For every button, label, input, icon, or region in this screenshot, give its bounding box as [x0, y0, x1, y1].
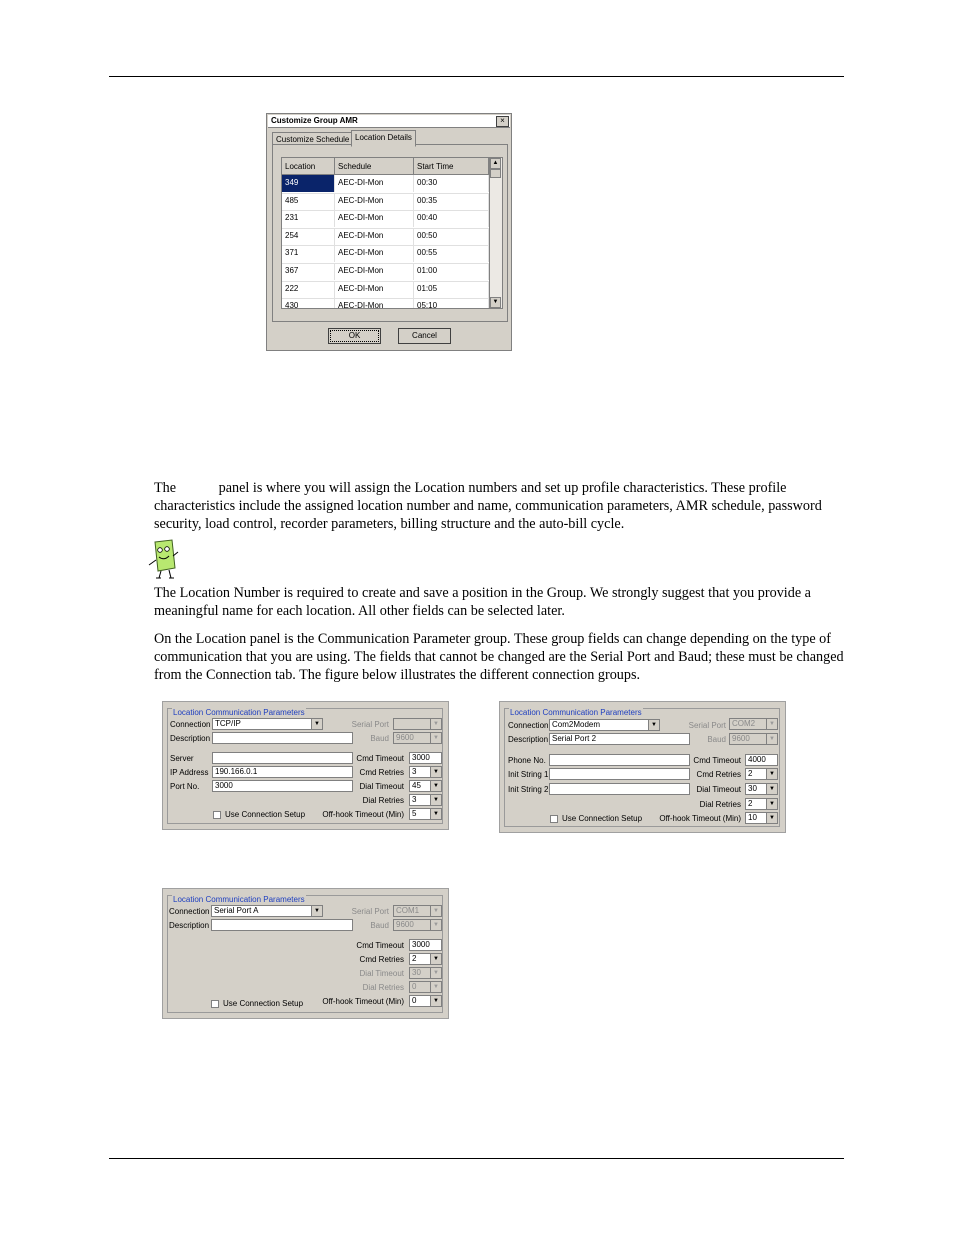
chevron-down-icon[interactable]: ▼	[430, 781, 441, 791]
location-cell: 485	[282, 193, 335, 210]
chevron-down-icon: ▼	[766, 734, 777, 744]
table-row[interactable]	[282, 175, 488, 194]
cmd-timeout-label: Cmd Timeout	[356, 754, 404, 763]
offhook-timeout-value: 5	[412, 809, 417, 818]
scroll-down-icon[interactable]: ▼	[490, 297, 501, 308]
ok-button[interactable]	[328, 328, 381, 344]
dial-timeout-label: Dial Timeout	[359, 969, 404, 978]
description-label: Description	[170, 734, 211, 743]
connection-select[interactable]	[211, 905, 323, 917]
server-field[interactable]	[212, 752, 353, 764]
dial-retries-select[interactable]	[745, 798, 778, 810]
cmd-timeout-field[interactable]: 3000	[409, 752, 442, 764]
scroll-up-icon[interactable]: ▲	[490, 158, 501, 169]
baud-select	[393, 732, 442, 744]
tab-location-details[interactable]: Location Details	[351, 130, 416, 147]
cmd-retries-select[interactable]	[409, 766, 442, 778]
table-row[interactable]	[282, 245, 488, 264]
tcpip-params-panel	[162, 701, 449, 830]
chevron-down-icon[interactable]: ▼	[766, 813, 777, 823]
serial-port-select	[393, 905, 442, 917]
connection-value: Com2Modem	[552, 720, 601, 729]
start-time-cell: 00:55	[414, 245, 489, 262]
cmd-retries-select[interactable]	[409, 953, 442, 965]
table-row[interactable]	[282, 210, 488, 229]
use-connection-setup-checkbox[interactable]	[211, 1000, 219, 1008]
comm-params-paragraph: On the Location panel is the Communication Parameter group. These group fields can change depending on the type of communication that you are using. The fields that cannot be changed are the Serial Port and Baud; these must be changed from the Connection tab. The figure below illustrates the different connection groups.	[154, 631, 844, 683]
description-field[interactable]: Serial Port 2	[549, 733, 690, 745]
dial-retries-label: Dial Retries	[699, 800, 741, 809]
start-time-cell: 00:35	[414, 193, 489, 210]
cmd-retries-value: 3	[412, 767, 417, 776]
header-rule	[109, 76, 844, 77]
use-connection-setup-checkbox[interactable]	[213, 811, 221, 819]
cmd-retries-value: 2	[748, 769, 753, 778]
offhook-timeout-label: Off-hook Timeout (Min)	[322, 810, 404, 819]
description-label: Description	[169, 921, 210, 930]
group-title: Location Communication Parameters	[173, 895, 305, 904]
ip-address-label: IP Address	[170, 768, 209, 777]
intro-paragraph: The panel is where you will assign the Location numbers and set up profile characteristics. These profile characteristics include the assigned location number and name, communication parameters, AMR schedule, password security, load control, recorder parameters, billing structure and the auto-bill cycle.	[154, 480, 826, 532]
dial-retries-label: Dial Retries	[362, 983, 404, 992]
memo-icon	[146, 538, 180, 580]
table-row[interactable]	[282, 281, 488, 300]
baud-value: 9600	[732, 734, 750, 743]
description-field[interactable]	[212, 732, 353, 744]
location-cell: 367	[282, 263, 335, 280]
baud-value: 9600	[396, 733, 414, 742]
description-field[interactable]	[211, 919, 353, 931]
scroll-thumb[interactable]	[490, 169, 501, 178]
location-details-panel	[272, 144, 508, 322]
chevron-down-icon: ▼	[430, 906, 441, 916]
start-time-cell: 00:40	[414, 210, 489, 227]
start-time-cell: 00:50	[414, 228, 489, 245]
cmd-retries-value: 2	[412, 954, 417, 963]
close-icon[interactable]: ×	[496, 116, 509, 127]
location-cell: 349	[282, 175, 335, 192]
baud-select	[729, 733, 778, 745]
column-header-start-time[interactable]: Start Time	[414, 158, 489, 175]
chevron-down-icon[interactable]: ▼	[430, 996, 441, 1006]
chevron-down-icon: ▼	[766, 719, 777, 729]
dialog-titlebar	[268, 115, 510, 128]
cancel-button[interactable]	[398, 328, 451, 344]
offhook-timeout-select[interactable]	[745, 812, 778, 824]
chevron-down-icon: ▼	[430, 920, 441, 930]
init-string-1-field[interactable]	[549, 768, 690, 780]
chevron-down-icon[interactable]: ▼	[430, 795, 441, 805]
offhook-timeout-value: 0	[412, 996, 417, 1005]
offhook-timeout-value: 10	[748, 813, 757, 822]
tab-customize-schedule[interactable]: Customize Schedule	[272, 132, 353, 145]
schedule-cell: AEC-DI-Mon	[335, 245, 414, 262]
ip-address-field[interactable]: 190.166.0.1	[212, 766, 353, 778]
schedule-cell: AEC-DI-Mon	[335, 175, 414, 192]
cmd-timeout-field[interactable]: 4000	[745, 754, 778, 766]
serial-port-value: COM1	[396, 906, 420, 915]
chevron-down-icon: ▼	[430, 733, 441, 743]
cmd-timeout-field[interactable]: 3000	[409, 939, 442, 951]
chevron-down-icon: ▼	[430, 982, 441, 992]
cmd-retries-label: Cmd Retries	[359, 955, 404, 964]
dial-timeout-label: Dial Timeout	[696, 785, 741, 794]
cancel-label: Cancel	[412, 331, 437, 340]
chevron-down-icon[interactable]: ▼	[766, 799, 777, 809]
schedule-cell: AEC-DI-Mon	[335, 228, 414, 245]
dial-timeout-value: 45	[412, 781, 421, 790]
port-label: Port No.	[170, 782, 200, 791]
schedule-cell: AEC-DI-Mon	[335, 193, 414, 210]
dial-retries-select	[409, 981, 442, 993]
start-time-cell: 01:00	[414, 263, 489, 280]
port-field[interactable]: 3000	[212, 780, 353, 792]
dial-timeout-select[interactable]	[745, 783, 778, 795]
location-cell: 222	[282, 281, 335, 298]
serial-port-label: Serial Port	[351, 907, 389, 916]
phone-label: Phone No.	[508, 756, 546, 765]
offhook-timeout-label: Off-hook Timeout (Min)	[659, 814, 741, 823]
serial-port-select	[729, 718, 778, 730]
baud-select	[393, 919, 442, 931]
chevron-down-icon[interactable]: ▼	[430, 954, 441, 964]
column-header-schedule[interactable]: Schedule	[335, 158, 414, 175]
note-paragraph: The Location Number is required to create and save a position in the Group. We strongly suggest that you provide a meaningful name for each location. All other fields can be selected later.	[154, 585, 811, 619]
server-label: Server	[170, 754, 194, 763]
dial-retries-label: Dial Retries	[362, 796, 404, 805]
phone-field[interactable]	[549, 754, 690, 766]
start-time-cell: 05:10	[414, 298, 489, 309]
offhook-timeout-label: Off-hook Timeout (Min)	[322, 997, 404, 1006]
location-cell: 371	[282, 245, 335, 262]
connection-value: TCP/IP	[215, 719, 241, 728]
start-time-cell: 00:30	[414, 175, 489, 192]
init-string-2-field[interactable]	[549, 783, 690, 795]
serial-params-panel	[162, 888, 449, 1019]
use-connection-setup-label: Use Connection Setup	[562, 814, 643, 823]
serial-port-select	[393, 718, 442, 730]
init-string-2-label: Init String 2	[508, 785, 549, 794]
baud-label: Baud	[370, 921, 389, 930]
baud-label: Baud	[707, 735, 726, 744]
cmd-timeout-label: Cmd Timeout	[693, 756, 741, 765]
dial-timeout-label: Dial Timeout	[359, 782, 404, 791]
chevron-down-icon: ▼	[430, 719, 441, 729]
chevron-down-icon[interactable]: ▼	[430, 809, 441, 819]
chevron-down-icon[interactable]: ▼	[311, 906, 322, 916]
offhook-timeout-select[interactable]	[409, 808, 442, 820]
cmd-timeout-label: Cmd Timeout	[356, 941, 404, 950]
ok-label: OK	[348, 331, 361, 340]
use-connection-setup-checkbox[interactable]	[550, 815, 558, 823]
serial-port-value: COM2	[732, 719, 756, 728]
start-time-cell: 01:05	[414, 281, 489, 298]
table-row[interactable]	[282, 298, 488, 309]
cmd-retries-label: Cmd Retries	[696, 770, 741, 779]
dial-timeout-value: 30	[412, 968, 421, 977]
table-row[interactable]	[282, 228, 488, 247]
description-label: Description	[508, 735, 549, 744]
table-row[interactable]	[282, 193, 488, 212]
dial-retries-value: 3	[412, 795, 417, 804]
schedule-cell: AEC-DI-Mon	[335, 210, 414, 227]
schedule-cell: AEC-DI-Mon	[335, 263, 414, 280]
footer-rule	[109, 1158, 844, 1159]
chevron-down-icon[interactable]: ▼	[766, 784, 777, 794]
connection-label: Connection	[169, 907, 210, 916]
serial-port-label: Serial Port	[351, 720, 389, 729]
group-title: Location Communication Parameters	[510, 708, 642, 717]
location-list[interactable]	[281, 157, 503, 309]
list-scrollbar[interactable]	[489, 158, 502, 308]
chevron-down-icon[interactable]: ▼	[311, 719, 322, 729]
chevron-down-icon[interactable]: ▼	[430, 767, 441, 777]
connection-select[interactable]	[549, 719, 660, 731]
chevron-down-icon[interactable]: ▼	[766, 769, 777, 779]
schedule-cell: AEC-DI-Mon	[335, 281, 414, 298]
location-cell: 254	[282, 228, 335, 245]
dial-timeout-value: 30	[748, 784, 757, 793]
chevron-down-icon: ▼	[430, 968, 441, 978]
init-string-1-label: Init String 1	[508, 770, 549, 779]
dial-retries-value: 2	[748, 799, 753, 808]
cmd-retries-select[interactable]	[745, 768, 778, 780]
connection-select[interactable]	[212, 718, 323, 730]
cmd-retries-label: Cmd Retries	[359, 768, 404, 777]
offhook-timeout-select[interactable]	[409, 995, 442, 1007]
serial-port-label: Serial Port	[688, 721, 726, 730]
dial-timeout-select[interactable]	[409, 780, 442, 792]
connection-label: Connection	[508, 721, 549, 730]
location-cell: 231	[282, 210, 335, 227]
table-row[interactable]	[282, 263, 488, 282]
dialog-title: Customize Group AMR	[271, 116, 358, 125]
location-cell: 430	[282, 298, 335, 309]
baud-value: 9600	[396, 920, 414, 929]
customize-group-dialog	[266, 113, 512, 351]
use-connection-setup-label: Use Connection Setup	[225, 810, 306, 819]
modem-params-panel	[499, 701, 786, 833]
chevron-down-icon[interactable]: ▼	[648, 720, 659, 730]
dial-timeout-select	[409, 967, 442, 979]
schedule-cell: AEC-DI-Mon	[335, 298, 414, 309]
dial-retries-select[interactable]	[409, 794, 442, 806]
connection-label: Connection	[170, 720, 211, 729]
connection-value: Serial Port A	[214, 906, 259, 915]
group-title: Location Communication Parameters	[173, 708, 305, 717]
dial-retries-value: 0	[412, 982, 417, 991]
column-header-location[interactable]: Location	[282, 158, 335, 175]
baud-label: Baud	[370, 734, 389, 743]
use-connection-setup-label: Use Connection Setup	[223, 999, 304, 1008]
